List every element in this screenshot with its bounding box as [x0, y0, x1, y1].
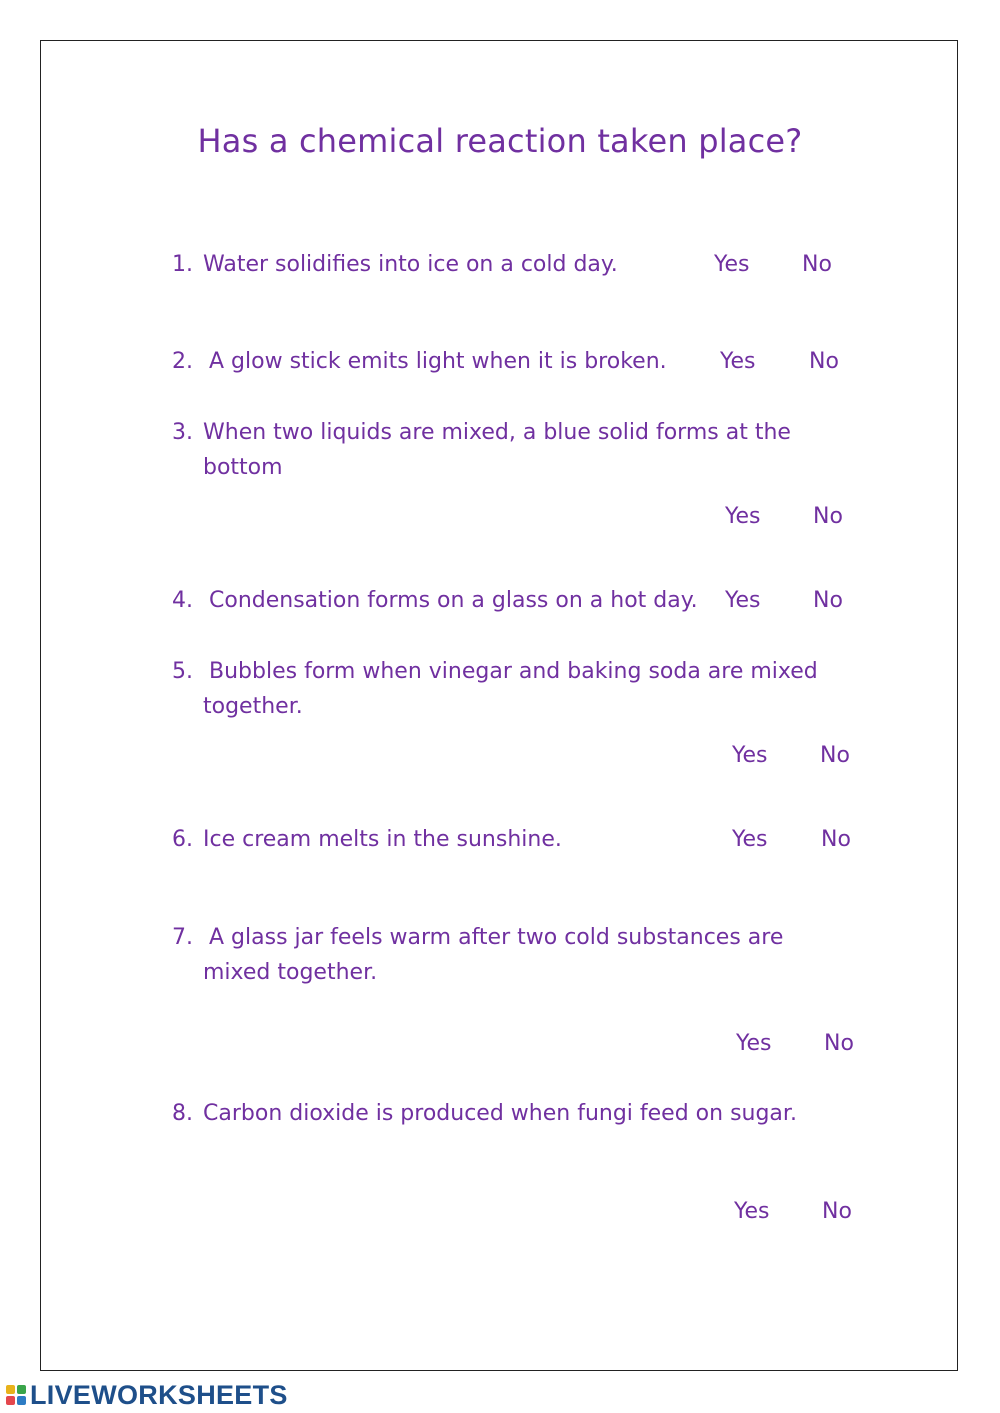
question-7-number: 7.: [172, 925, 193, 950]
question-6-yes-option[interactable]: Yes: [732, 827, 768, 852]
question-8-text: Carbon dioxide is produced when fungi feed on sugar.: [203, 1101, 797, 1126]
question-6-number: 6.: [172, 827, 193, 852]
question-6-text: Ice cream melts in the sunshine.: [203, 827, 562, 852]
question-2-yes-option[interactable]: Yes: [720, 349, 756, 374]
question-3-number: 3.: [172, 420, 193, 445]
logo-block-icon: [17, 1396, 26, 1405]
question-2-no-option[interactable]: No: [809, 349, 839, 374]
question-4-text: Condensation forms on a glass on a hot day.: [209, 588, 698, 613]
question-8-yes-option[interactable]: Yes: [734, 1199, 770, 1224]
question-4-no-option[interactable]: No: [813, 588, 843, 613]
question-7-text-line-1: A glass jar feels warm after two cold substances are: [209, 925, 784, 950]
worksheet-border: [40, 40, 958, 1371]
question-6-no-option[interactable]: No: [821, 827, 851, 852]
question-5-number: 5.: [172, 659, 193, 684]
question-3-yes-option[interactable]: Yes: [725, 504, 761, 529]
logo-block-icon: [17, 1385, 26, 1394]
question-1-yes-option[interactable]: Yes: [714, 252, 750, 277]
question-1-number: 1.: [172, 252, 193, 277]
question-8-no-option[interactable]: No: [822, 1199, 852, 1224]
question-5-no-option[interactable]: No: [820, 743, 850, 768]
question-7-no-option[interactable]: No: [824, 1031, 854, 1056]
question-3-text-line-2: bottom: [203, 455, 283, 480]
question-2-number: 2.: [172, 349, 193, 374]
question-4-number: 4.: [172, 588, 193, 613]
question-5-yes-option[interactable]: Yes: [732, 743, 768, 768]
question-1-no-option[interactable]: No: [802, 252, 832, 277]
question-8-number: 8.: [172, 1101, 193, 1126]
question-4-yes-option[interactable]: Yes: [725, 588, 761, 613]
question-3-no-option[interactable]: No: [813, 504, 843, 529]
liveworksheets-logo-icon: [6, 1385, 26, 1405]
question-3-text-line-1: When two liquids are mixed, a blue solid forms at the: [203, 420, 791, 445]
question-5-text-line-2: together.: [203, 694, 303, 719]
question-5-text-line-1: Bubbles form when vinegar and baking soda are mixed: [209, 659, 818, 684]
page-title: Has a chemical reaction taken place?: [197, 122, 803, 160]
question-7-text-line-2: mixed together.: [203, 960, 378, 985]
question-1-text: Water solidifies into ice on a cold day.: [203, 252, 618, 277]
question-2-text: A glow stick emits light when it is broken.: [209, 349, 667, 374]
footer-logo: [6, 1380, 288, 1410]
brand-name: LIVEWORKSHEETS: [30, 1379, 288, 1410]
question-7-yes-option[interactable]: Yes: [736, 1031, 772, 1056]
logo-block-icon: [6, 1385, 15, 1394]
logo-block-icon: [6, 1396, 15, 1405]
